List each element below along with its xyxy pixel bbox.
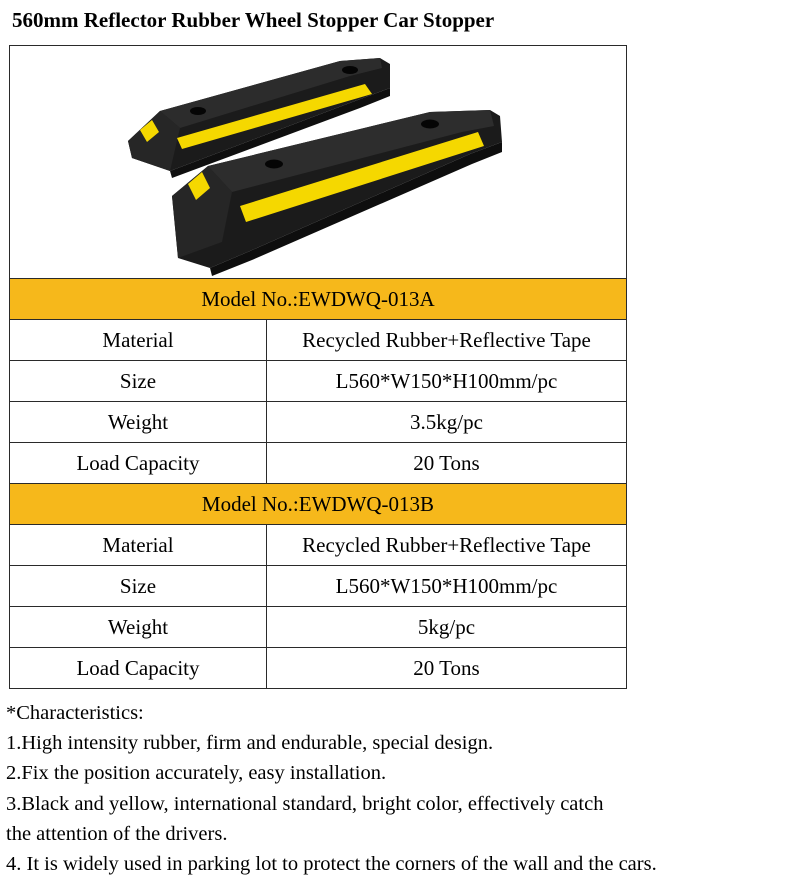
spec-label: Load Capacity [10,648,267,689]
spec-value: 20 Tons [267,443,627,484]
product-image [10,46,626,278]
spec-value: 20 Tons [267,648,627,689]
spec-label: Load Capacity [10,443,267,484]
spec-label: Size [10,361,267,402]
spec-value: Recycled Rubber+Reflective Tape [267,320,627,361]
spec-row [10,443,627,484]
spec-value: 5kg/pc [267,607,627,648]
spec-row [10,402,627,443]
model-header-row [10,484,627,525]
page-title: 560mm Reflector Rubber Wheel Stopper Car Stopper [12,8,495,32]
spec-label: Weight [10,402,267,443]
spec-label: Material [10,525,267,566]
spec-row [10,320,627,361]
characteristic-line: 3.Black and yellow, international standard, bright color, effectively catch [6,792,604,815]
spec-row [10,566,627,607]
spec-value: L560*W150*H100mm/pc [267,566,627,607]
characteristic-line: 1.High intensity rubber, firm and endurable, special design. [6,732,494,755]
spec-row [10,607,627,648]
model-header: Model No.:EWDWQ-013A [10,279,627,320]
characteristic-line: the attention of the drivers. [6,822,228,845]
spec-table [9,45,627,689]
product-image-cell [10,46,627,279]
spec-value: Recycled Rubber+Reflective Tape [267,525,627,566]
spec-label: Size [10,566,267,607]
model-header-row [10,279,627,320]
spec-label: Weight [10,607,267,648]
spec-label: Material [10,320,267,361]
spec-value: L560*W150*H100mm/pc [267,361,627,402]
characteristics-heading: *Characteristics: [6,702,144,724]
spec-value: 3.5kg/pc [267,402,627,443]
characteristic-line: 2.Fix the position accurately, easy installation. [6,762,387,785]
spec-row [10,525,627,566]
characteristics [6,698,657,879]
spec-row [10,361,627,402]
characteristic-line: 4. It is widely used in parking lot to protect the corners of the wall and the cars. [6,853,657,876]
spec-row [10,648,627,689]
model-header: Model No.:EWDWQ-013B [10,484,627,525]
